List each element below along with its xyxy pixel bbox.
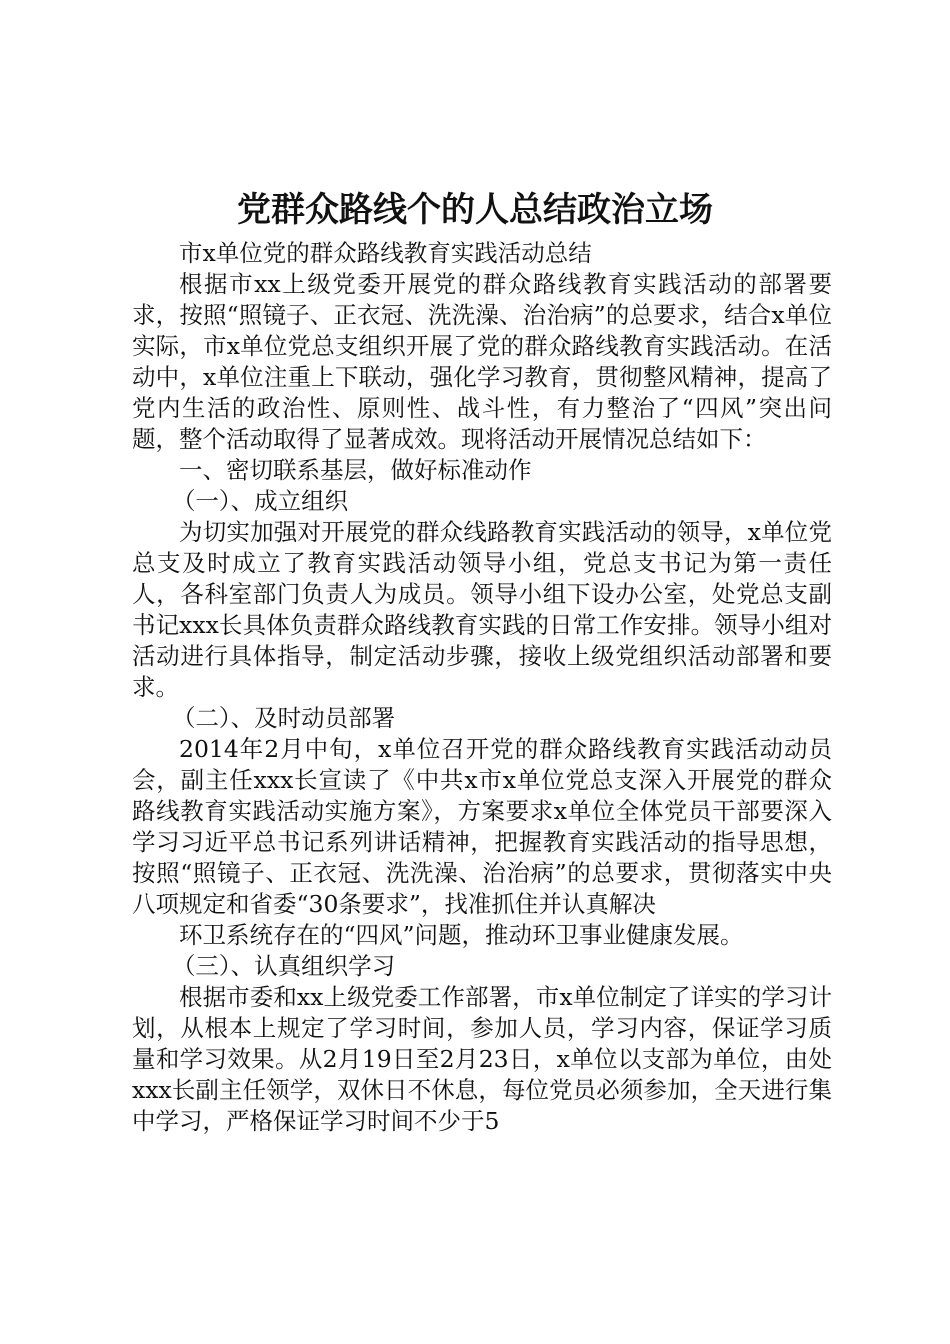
paragraph-sanitation: 环卫系统存在的“四风”问题，推动环卫事业健康发展。 <box>179 921 744 949</box>
subsection-heading-2: （二）、及时动员部署 <box>171 704 396 732</box>
paragraph-mobilization: 2014年2月中旬，x单位召开党的群众路线教育实践活动动员会，副主任xxx长宣读了《中共x市x单位党总支深入开展党的群众路线教育实践活动实施方案》，方案要求x单位全体党员干部要深入学习习近平总书记系列讲话精神，把握教育实践活动的指导思想，按照“照镜子、正衣冠、洗洗澡、治治病”的总要求，贯彻落实中央八项规定和省委“30条要求”，找准抓住并认真解决 <box>132 735 832 918</box>
paragraph-intro: 根据市xx上级党委开展党的群众路线教育实践活动的部署要求，按照“照镜子、正衣冠、洗洗澡、治治病”的总要求，结合x单位实际，市x单位党总支组织开展了党的群众路线教育实践活动。在活动中，x单位注重上下联动，强化学习教育，贯彻整风精神，提高了党内生活的政治性、原则性、战斗性，有力整治了“四风”突出问题，整个活动取得了显著成效。现将活动开展情况总结如下： <box>132 270 832 453</box>
paragraph-subtitle: 市x单位党的群众路线教育实践活动总结 <box>179 239 592 267</box>
section-heading-1: 一、密切联系基层，做好标准动作 <box>179 456 532 484</box>
paragraph-organization: 为切实加强对开展党的群众线路教育实践活动的领导，x单位党总支及时成立了教育实践活动领导小组，党总支书记为第一责任人，各科室部门负责人为成员。领导小组下设办公室，处党总支副书记xxx长具体负责群众路线教育实践的日常工作安排。领导小组对活动进行具体指导，制定活动步骤，接收上级党组织活动部署和要求。 <box>132 518 832 701</box>
paragraph-study: 根据市委和xx上级党委工作部署，市x单位制定了详实的学习计划，从根本上规定了学习时间，参加人员，学习内容，保证学习质量和学习效果。从2月19日至2月23日，x单位以支部为单位，由处xxx长副主任领学，双休日不休息，每位党员必须参加，全天进行集中学习，严格保证学习时间不少于5 <box>132 983 832 1135</box>
document-body <box>132 238 832 1137</box>
subsection-heading-3: （三）、认真组织学习 <box>171 952 396 980</box>
subsection-heading-1: （一）、成立组织 <box>171 487 349 515</box>
document-title: 党群众路线个的人总结政治立场 <box>237 190 713 230</box>
